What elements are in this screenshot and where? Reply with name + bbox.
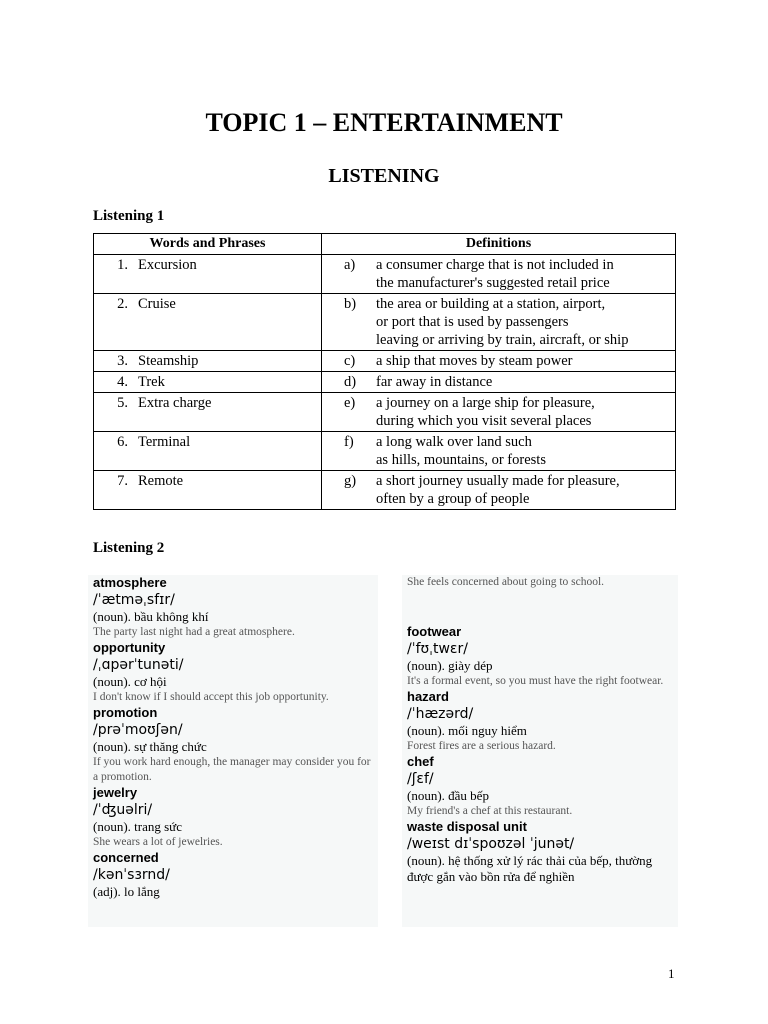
vocab-column-right [402,575,678,927]
words-column-header: Words and Phrases [94,234,322,255]
definition-cell [322,471,676,510]
definition-line: during which you visit several places [376,413,592,429]
vocab-column-left [88,575,378,927]
definitions-column-header: Definitions [322,234,676,255]
headword: opportunity [93,640,166,655]
listening-2-heading: Listening 2 [93,540,165,556]
example-continuation: She feels concerned about going to school. [407,576,605,588]
table-row [94,255,676,294]
pronunciation: /ˌɑpərˈtunəti/ [93,657,184,673]
table-header-row [94,234,676,255]
definition-cell [322,393,676,432]
part-of-speech-meaning: (noun). mối nguy hiểm [407,723,527,738]
definition-line: the manufacturer's suggested retail price [376,275,610,291]
definition-letter: g) [344,473,357,489]
headword: atmosphere [93,575,167,590]
table-row [94,432,676,471]
definition-letter: d) [344,374,357,390]
headword: waste disposal unit [407,819,527,834]
word-cell [94,432,322,471]
headword: promotion [93,705,158,720]
vocab-entry [402,624,678,689]
definition-line: far away in distance [376,374,493,390]
definition-cell [322,294,676,351]
definition-line: often by a group of people [376,491,530,507]
word-cell [94,372,322,393]
definition-cell [322,255,676,294]
vocab-entry [402,819,678,885]
definition-letter: b) [344,296,357,312]
vocab-entry [402,754,678,819]
example-sentence: It's a formal event, so you must have the right footwear. [407,675,664,687]
part-of-speech-meaning: (noun). trang sức [93,819,182,834]
definition-line: a short journey usually made for pleasure, [376,473,620,489]
word-text: Extra charge [138,395,212,411]
pronunciation: /ˈhæzərd/ [407,706,474,722]
example-sentence: If you work hard enough, the manager may consider you for a promotion. [93,756,371,783]
definition-letter: f) [344,434,354,450]
page-title: TOPIC 1 – ENTERTAINMENT [205,108,563,137]
part-of-speech-meaning: (noun). bầu không khí [93,609,209,624]
word-text: Excursion [138,257,197,273]
row-number: 3. [117,353,128,369]
pronunciation: /ˈfʊˌtwɛr/ [407,641,468,657]
example-sentence: Forest fires are a serious hazard. [407,740,556,752]
word-cell [94,471,322,510]
pronunciation: /ʃɛf/ [407,771,434,787]
definition-line: or port that is used by passengers [376,314,569,330]
table-row [94,294,676,351]
headword: concerned [93,850,159,865]
part-of-speech-meaning: (noun). sự thăng chức [93,739,207,754]
row-number: 1. [117,257,128,273]
pronunciation: /ˈætməˌsfɪr/ [93,592,175,608]
definition-line: as hills, mountains, or forests [376,452,546,468]
headword: jewelry [93,785,138,800]
table-row [94,471,676,510]
example-sentence: I don't know if I should accept this job opportunity. [93,691,329,703]
word-text: Cruise [138,296,176,312]
vocab-entry [402,689,678,754]
part-of-speech-meaning: (adj). lo lắng [93,884,160,899]
pronunciation: /kənˈsɜrnd/ [93,867,170,883]
pronunciation: /weɪst dɪˈspoʊzəl ˈjunət/ [407,836,575,852]
part-of-speech-meaning: (noun). hệ thống xử lý rác thải của bếp, thường được gắn vào bồn rửa để nghiền [407,853,653,884]
headword: chef [407,754,434,769]
row-number: 7. [117,473,128,489]
definition-letter: c) [344,353,356,369]
part-of-speech-meaning: (noun). cơ hội [93,674,167,689]
definition-line: a long walk over land such [376,434,532,450]
word-text: Steamship [138,353,199,369]
column-gap [402,590,678,624]
table-row [94,372,676,393]
row-number: 6. [117,434,128,450]
definition-cell [322,372,676,393]
word-cell [94,294,322,351]
pronunciation: /ˈʤuəlri/ [93,802,153,818]
vocab-entry [88,705,378,785]
listening-1-heading: Listening 1 [93,208,165,224]
vocab-entry [88,575,378,640]
section-title: LISTENING [328,165,440,187]
row-number: 5. [117,395,128,411]
vocabulary-table [93,233,676,510]
definition-letter: e) [344,395,356,411]
row-number: 2. [117,296,128,312]
example-sentence: The party last night had a great atmosphere. [93,626,295,638]
definition-line: a ship that moves by steam power [376,353,573,369]
word-cell [94,255,322,294]
word-cell [94,351,322,372]
definition-line: the area or building at a station, airport, [376,296,606,312]
definition-line: a consumer charge that is not included in [376,257,614,273]
headword: hazard [407,689,449,704]
word-text: Terminal [138,434,191,450]
example-sentence: She wears a lot of jewelries. [93,836,223,848]
definition-line: a journey on a large ship for pleasure, [376,395,595,411]
table-row [94,393,676,432]
part-of-speech-meaning: (noun). đầu bếp [407,788,489,803]
definition-letter: a) [344,257,356,273]
example-sentence: My friend's a chef at this restaurant. [407,805,573,817]
pronunciation: /prəˈmoʊʃən/ [93,722,183,738]
row-number: 4. [117,374,128,390]
part-of-speech-meaning: (noun). giày dép [407,658,493,673]
word-cell [94,393,322,432]
word-text: Trek [138,374,165,390]
word-text: Remote [138,473,184,489]
vocab-entry [88,850,378,900]
definition-cell [322,432,676,471]
table-row [94,351,676,372]
headword: footwear [407,624,462,639]
vocab-entry [88,640,378,705]
page-number: 1 [668,966,675,981]
definition-cell [322,351,676,372]
definition-line: leaving or arriving by train, aircraft, or ship [376,332,629,348]
vocab-entry [88,785,378,850]
